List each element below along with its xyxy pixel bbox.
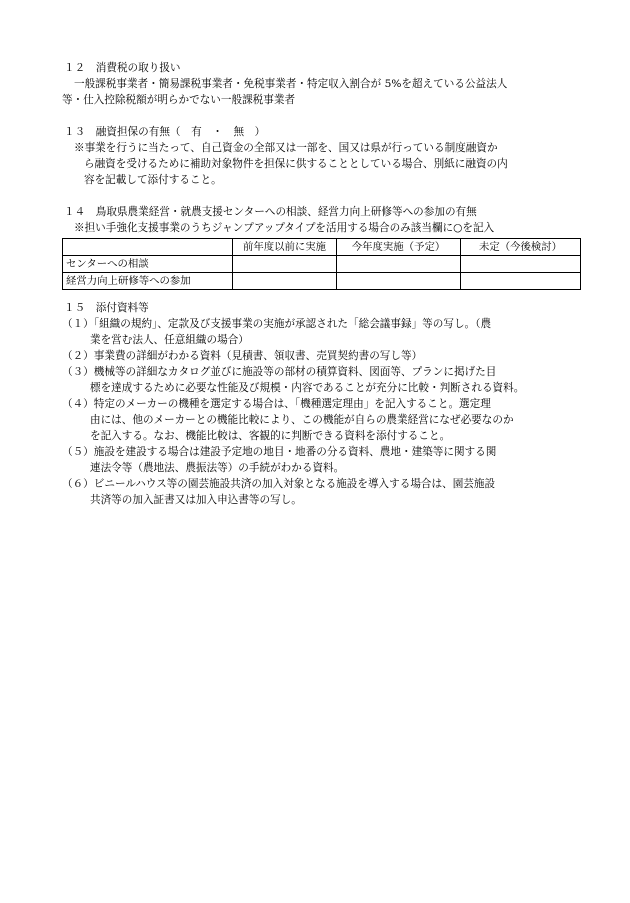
section-15-line: （２）事業費の詳細がわかる資料（見積書、領収書、売買契約書の写し等） bbox=[62, 350, 423, 362]
section-13 bbox=[62, 124, 572, 188]
table-header-cell: 未定（今後検討） bbox=[461, 239, 581, 256]
table-header-row bbox=[63, 239, 581, 256]
section-15 bbox=[62, 300, 572, 508]
section-15-line: 標を達成するために必要な性能及び規模・内容であることが充分に比較・判断される資料。 bbox=[90, 382, 525, 394]
table-row-label: センターへの相談 bbox=[63, 256, 233, 273]
section-13-line: ら融資を受けるために補助対象物件を担保に供することとしている場合、別紙に融資の内 bbox=[84, 158, 508, 170]
table-cell[interactable] bbox=[461, 273, 581, 290]
table-cell[interactable] bbox=[337, 256, 461, 273]
section-15-line: （３）機械等の詳細なカタログ並びに施設等の部材の積算資料、図面等、プランに掲げた目 bbox=[62, 366, 497, 378]
section-15-line: （４）特定のメーカーの機種を選定する場合は、「機種選定理由」を記入すること。選定理 bbox=[62, 398, 491, 410]
section-15-line: （６）ビニールハウス等の園芸施設共済の加入対象となる施設を導入する場合は、園芸施設 bbox=[62, 478, 496, 490]
section-15-line: 由には、他のメーカーとの機能比較により、この機能が自らの農業経営になぜ必要なのか bbox=[90, 414, 514, 426]
table-header-cell: 今年度実施（予定） bbox=[337, 239, 461, 256]
section-12-heading: １２ 消費税の取り扱い bbox=[64, 62, 181, 74]
table-cell[interactable] bbox=[337, 273, 461, 290]
section-14-note: ※担い手強化支援事業のうちジャンプアップタイプを活用する場合のみ該当欄に○を記入 bbox=[74, 222, 495, 234]
section-12-line: 一般課税事業者・簡易課税事業者・免税事業者・特定収入割合が 5%を超えている公益法人 bbox=[74, 78, 508, 90]
section-12 bbox=[62, 60, 572, 108]
section-12-line: 等・仕入控除税額が明らかでない一般課税事業者 bbox=[62, 94, 296, 106]
table-cell[interactable] bbox=[233, 273, 337, 290]
section-13-heading: １３ 融資担保の有無（ 有 ・ 無 ） bbox=[64, 126, 266, 138]
section-15-line: を記入する。なお、機能比較は、客観的に判断できる資料を添付すること。 bbox=[90, 430, 451, 442]
table-row bbox=[63, 256, 581, 273]
section-15-heading: １５ 添付資料等 bbox=[64, 302, 149, 314]
section-13-line: ※事業を行うに当たって、自己資金の全部又は一部を、国又は県が行っている制度融資か bbox=[74, 142, 498, 154]
section-14-heading: １４ 鳥取県農業経営・就農支援センターへの相談、経営力向上研修等への参加の有無 bbox=[64, 206, 477, 218]
consultation-table bbox=[62, 238, 581, 290]
table-header-cell bbox=[63, 239, 233, 256]
section-13-line: 容を記載して添付すること。 bbox=[84, 174, 222, 186]
table-header-cell: 前年度以前に実施 bbox=[233, 239, 337, 256]
section-15-line: 連法令等（農地法、農振法等）の手続がわかる資料。 bbox=[90, 462, 345, 474]
section-14 bbox=[62, 204, 572, 236]
table-row bbox=[63, 273, 581, 290]
section-15-line: （１）「組織の規約」、定款及び支援事業の実施が承認された「総会議事録」等の写し。（農 bbox=[62, 318, 492, 330]
table-cell[interactable] bbox=[461, 256, 581, 273]
section-15-line: 業を営む法人、任意組織の場合） bbox=[90, 334, 249, 346]
table-row-label: 経営力向上研修等への参加 bbox=[63, 273, 233, 290]
section-15-line: （５）施設を建設する場合は建設予定地の地目・地番の分る資料、農地・建築等に関する関 bbox=[62, 446, 497, 458]
table-cell[interactable] bbox=[233, 256, 337, 273]
section-15-line: 共済等の加入証書又は加入申込書等の写し。 bbox=[90, 494, 302, 506]
